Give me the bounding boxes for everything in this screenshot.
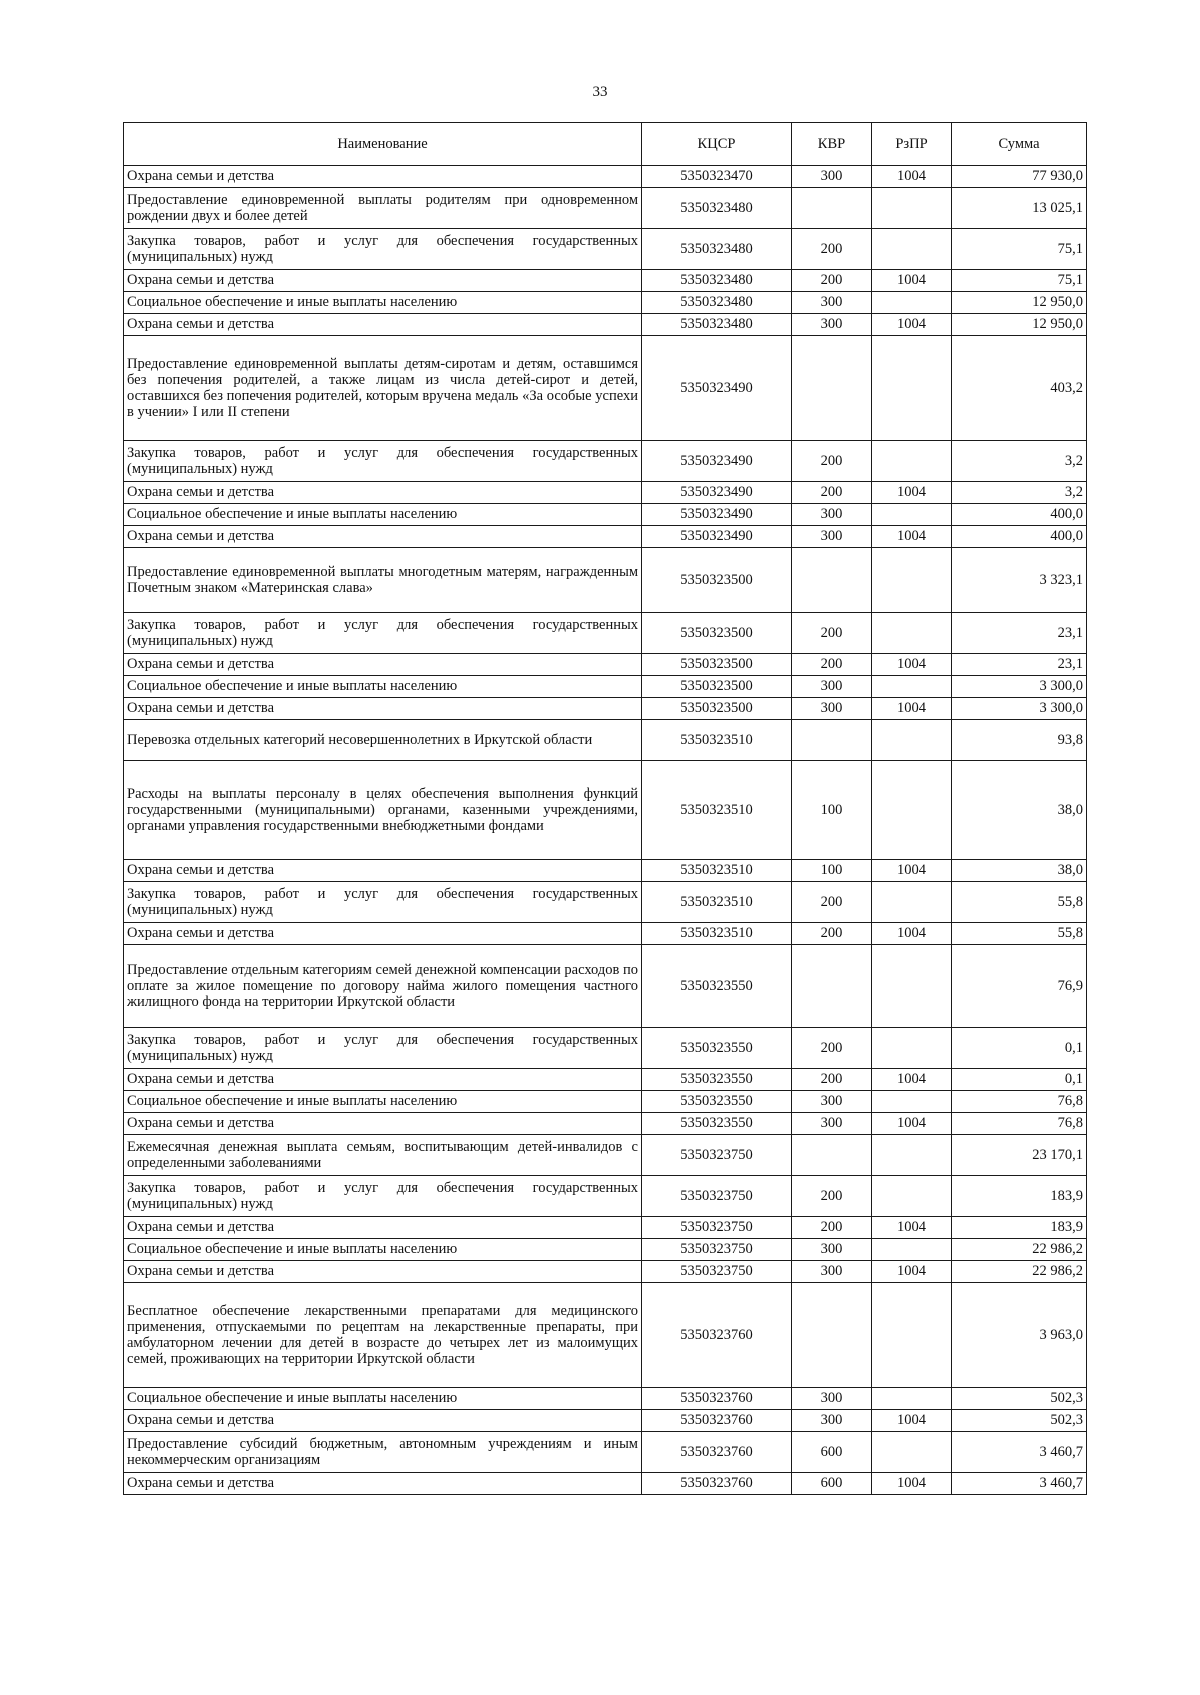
table-row	[124, 1176, 1087, 1217]
table-row	[124, 166, 1087, 188]
cell-name: Перевозка отдельных категорий несовершеннолетних в Иркутской области	[124, 720, 642, 761]
budget-table	[123, 122, 1087, 1495]
cell-kcsr: 5350323550	[642, 1113, 792, 1135]
cell-rzpr: 1004	[872, 860, 952, 882]
cell-sum: 12 950,0	[952, 314, 1087, 336]
table-row	[124, 270, 1087, 292]
cell-name: Охрана семьи и детства	[124, 923, 642, 945]
cell-sum: 23 170,1	[952, 1135, 1087, 1176]
cell-name: Охрана семьи и детства	[124, 1069, 642, 1091]
table-row	[124, 292, 1087, 314]
cell-name: Предоставление единовременной выплаты детям-сиротам и детям, оставшимся без попечения родителей, а также лицам из числа детей-сирот и детей, оставшихся без попечения родителей, которым вручена медаль «За особые успехи в учении» I или II степени	[124, 336, 642, 441]
cell-sum: 502,3	[952, 1388, 1087, 1410]
cell-rzpr	[872, 613, 952, 654]
cell-kcsr: 5350323750	[642, 1261, 792, 1283]
cell-rzpr	[872, 336, 952, 441]
cell-rzpr: 1004	[872, 1113, 952, 1135]
table-row	[124, 526, 1087, 548]
cell-kvr: 300	[792, 314, 872, 336]
cell-rzpr	[872, 761, 952, 860]
cell-name: Закупка товаров, работ и услуг для обеспечения государственных (муниципальных) нужд	[124, 1176, 642, 1217]
cell-rzpr: 1004	[872, 654, 952, 676]
cell-sum: 3,2	[952, 441, 1087, 482]
cell-rzpr: 1004	[872, 166, 952, 188]
cell-rzpr	[872, 945, 952, 1028]
table-row	[124, 482, 1087, 504]
cell-rzpr	[872, 548, 952, 613]
table-body	[124, 166, 1087, 1495]
cell-sum: 3 300,0	[952, 676, 1087, 698]
cell-kvr: 200	[792, 882, 872, 923]
cell-kcsr: 5350323760	[642, 1473, 792, 1495]
cell-name: Охрана семьи и детства	[124, 482, 642, 504]
cell-rzpr	[872, 1239, 952, 1261]
cell-sum: 76,8	[952, 1091, 1087, 1113]
cell-kcsr: 5350323500	[642, 698, 792, 720]
cell-kcsr: 5350323510	[642, 720, 792, 761]
cell-sum: 3 300,0	[952, 698, 1087, 720]
cell-kcsr: 5350323500	[642, 676, 792, 698]
table-header-row	[124, 123, 1087, 166]
cell-rzpr	[872, 1388, 952, 1410]
cell-name: Социальное обеспечение и иные выплаты населению	[124, 1388, 642, 1410]
cell-sum: 502,3	[952, 1410, 1087, 1432]
cell-sum: 55,8	[952, 923, 1087, 945]
cell-rzpr: 1004	[872, 1410, 952, 1432]
cell-kvr: 300	[792, 504, 872, 526]
cell-kcsr: 5350323510	[642, 761, 792, 860]
table-row	[124, 1410, 1087, 1432]
cell-kcsr: 5350323550	[642, 945, 792, 1028]
cell-sum: 3 323,1	[952, 548, 1087, 613]
cell-sum: 183,9	[952, 1217, 1087, 1239]
cell-rzpr: 1004	[872, 1217, 952, 1239]
table-row	[124, 1261, 1087, 1283]
cell-rzpr	[872, 1028, 952, 1069]
cell-kvr: 200	[792, 441, 872, 482]
cell-rzpr	[872, 504, 952, 526]
table-row	[124, 1283, 1087, 1388]
cell-kvr	[792, 1135, 872, 1176]
table-row	[124, 229, 1087, 270]
cell-kvr: 300	[792, 1261, 872, 1283]
cell-rzpr: 1004	[872, 270, 952, 292]
cell-sum: 38,0	[952, 860, 1087, 882]
cell-kvr: 300	[792, 1410, 872, 1432]
table-row	[124, 654, 1087, 676]
cell-sum: 400,0	[952, 504, 1087, 526]
cell-kcsr: 5350323500	[642, 613, 792, 654]
cell-kcsr: 5350323760	[642, 1432, 792, 1473]
cell-kcsr: 5350323500	[642, 548, 792, 613]
table-row	[124, 1028, 1087, 1069]
cell-kcsr: 5350323490	[642, 441, 792, 482]
cell-kvr: 100	[792, 761, 872, 860]
cell-rzpr	[872, 441, 952, 482]
cell-sum: 12 950,0	[952, 292, 1087, 314]
table-row	[124, 698, 1087, 720]
cell-kcsr: 5350323550	[642, 1028, 792, 1069]
cell-kvr: 100	[792, 860, 872, 882]
cell-sum: 22 986,2	[952, 1239, 1087, 1261]
cell-sum: 23,1	[952, 654, 1087, 676]
table-row	[124, 188, 1087, 229]
cell-name: Охрана семьи и детства	[124, 1261, 642, 1283]
cell-rzpr: 1004	[872, 1069, 952, 1091]
cell-kvr: 300	[792, 1091, 872, 1113]
cell-kcsr: 5350323500	[642, 654, 792, 676]
cell-kvr: 200	[792, 229, 872, 270]
cell-name: Охрана семьи и детства	[124, 1410, 642, 1432]
header-sum: Сумма	[952, 123, 1087, 166]
cell-sum: 76,9	[952, 945, 1087, 1028]
header-rzpr: РзПР	[872, 123, 952, 166]
cell-name: Закупка товаров, работ и услуг для обеспечения государственных (муниципальных) нужд	[124, 613, 642, 654]
cell-kvr: 600	[792, 1432, 872, 1473]
cell-kvr	[792, 720, 872, 761]
cell-name: Социальное обеспечение и иные выплаты населению	[124, 292, 642, 314]
cell-rzpr	[872, 229, 952, 270]
cell-kvr: 300	[792, 1113, 872, 1135]
cell-name: Охрана семьи и детства	[124, 526, 642, 548]
cell-rzpr	[872, 1135, 952, 1176]
cell-name: Предоставление субсидий бюджетным, автономным учреждениям и иным некоммерческим организациям	[124, 1432, 642, 1473]
cell-rzpr: 1004	[872, 923, 952, 945]
cell-kvr: 300	[792, 166, 872, 188]
table-row	[124, 676, 1087, 698]
cell-name: Предоставление единовременной выплаты многодетным матерям, награжденным Почетным знаком «Материнская слава»	[124, 548, 642, 613]
cell-kvr: 200	[792, 270, 872, 292]
cell-name: Охрана семьи и детства	[124, 166, 642, 188]
cell-kcsr: 5350323480	[642, 270, 792, 292]
cell-kcsr: 5350323550	[642, 1091, 792, 1113]
header-kcsr: КЦСР	[642, 123, 792, 166]
cell-sum: 183,9	[952, 1176, 1087, 1217]
cell-rzpr: 1004	[872, 1473, 952, 1495]
cell-kvr: 200	[792, 923, 872, 945]
cell-name: Предоставление отдельным категориям семей денежной компенсации расходов по оплате за жилое помещение по договору найма жилого помещения частного жилищного фонда на территории Иркутской области	[124, 945, 642, 1028]
cell-kcsr: 5350323470	[642, 166, 792, 188]
cell-rzpr	[872, 1091, 952, 1113]
cell-kvr: 200	[792, 1069, 872, 1091]
cell-kcsr: 5350323490	[642, 526, 792, 548]
table-row	[124, 720, 1087, 761]
cell-kvr: 300	[792, 676, 872, 698]
table-row	[124, 923, 1087, 945]
cell-sum: 3,2	[952, 482, 1087, 504]
cell-sum: 13 025,1	[952, 188, 1087, 229]
cell-sum: 38,0	[952, 761, 1087, 860]
table-row	[124, 1091, 1087, 1113]
cell-sum: 75,1	[952, 229, 1087, 270]
cell-rzpr: 1004	[872, 526, 952, 548]
cell-sum: 77 930,0	[952, 166, 1087, 188]
cell-name: Расходы на выплаты персоналу в целях обеспечения выполнения функций государственными (муниципальными) органами, казенными учреждениями, органами управления государственными внебюджетными фондами	[124, 761, 642, 860]
cell-name: Социальное обеспечение и иные выплаты населению	[124, 1239, 642, 1261]
cell-name: Закупка товаров, работ и услуг для обеспечения государственных (муниципальных) нужд	[124, 1028, 642, 1069]
cell-sum: 3 963,0	[952, 1283, 1087, 1388]
cell-rzpr	[872, 676, 952, 698]
cell-kcsr: 5350323490	[642, 504, 792, 526]
cell-sum: 403,2	[952, 336, 1087, 441]
table-row	[124, 1069, 1087, 1091]
cell-rzpr	[872, 720, 952, 761]
cell-rzpr: 1004	[872, 1261, 952, 1283]
page-number: 33	[592, 84, 608, 100]
cell-kcsr: 5350323490	[642, 482, 792, 504]
cell-name: Охрана семьи и детства	[124, 270, 642, 292]
cell-name: Закупка товаров, работ и услуг для обеспечения государственных (муниципальных) нужд	[124, 229, 642, 270]
table-row	[124, 1432, 1087, 1473]
table-row	[124, 1388, 1087, 1410]
header-name: Наименование	[124, 123, 642, 166]
table-row	[124, 1473, 1087, 1495]
cell-kcsr: 5350323760	[642, 1283, 792, 1388]
cell-kcsr: 5350323750	[642, 1217, 792, 1239]
cell-name: Закупка товаров, работ и услуг для обеспечения государственных (муниципальных) нужд	[124, 441, 642, 482]
cell-kcsr: 5350323760	[642, 1410, 792, 1432]
cell-kcsr: 5350323760	[642, 1388, 792, 1410]
cell-rzpr: 1004	[872, 482, 952, 504]
cell-rzpr	[872, 1283, 952, 1388]
cell-kvr	[792, 548, 872, 613]
cell-kvr: 200	[792, 1028, 872, 1069]
cell-name: Охрана семьи и детства	[124, 1217, 642, 1239]
cell-name: Закупка товаров, работ и услуг для обеспечения государственных (муниципальных) нужд	[124, 882, 642, 923]
cell-sum: 0,1	[952, 1069, 1087, 1091]
table-row	[124, 761, 1087, 860]
cell-name: Социальное обеспечение и иные выплаты населению	[124, 676, 642, 698]
table-row	[124, 441, 1087, 482]
cell-rzpr	[872, 292, 952, 314]
cell-name: Охрана семьи и детства	[124, 698, 642, 720]
table-row	[124, 945, 1087, 1028]
cell-name: Охрана семьи и детства	[124, 314, 642, 336]
cell-kvr: 200	[792, 613, 872, 654]
cell-kvr: 300	[792, 526, 872, 548]
cell-kvr: 200	[792, 1217, 872, 1239]
cell-name: Предоставление единовременной выплаты родителям при одновременном рождении двух и более детей	[124, 188, 642, 229]
table-row	[124, 1135, 1087, 1176]
table-row	[124, 1217, 1087, 1239]
table-row	[124, 882, 1087, 923]
cell-sum: 23,1	[952, 613, 1087, 654]
cell-sum: 400,0	[952, 526, 1087, 548]
cell-name: Бесплатное обеспечение лекарственными препаратами для медицинского применения, отпускаемыми по рецептам на лекарственные препараты, при амбулаторном лечении для детей в возрасте до четырех лет из малоимущих семей, проживающих на территории Иркутской области	[124, 1283, 642, 1388]
cell-kvr: 200	[792, 482, 872, 504]
table-row	[124, 860, 1087, 882]
cell-name: Ежемесячная денежная выплата семьям, воспитывающим детей-инвалидов с определенными заболеваниями	[124, 1135, 642, 1176]
cell-kcsr: 5350323550	[642, 1069, 792, 1091]
table-row	[124, 336, 1087, 441]
cell-kvr	[792, 1283, 872, 1388]
cell-sum: 0,1	[952, 1028, 1087, 1069]
cell-rzpr	[872, 1432, 952, 1473]
cell-rzpr: 1004	[872, 698, 952, 720]
cell-kcsr: 5350323480	[642, 292, 792, 314]
table-row	[124, 1239, 1087, 1261]
cell-kvr: 300	[792, 1239, 872, 1261]
cell-name: Социальное обеспечение и иные выплаты населению	[124, 1091, 642, 1113]
table-row	[124, 548, 1087, 613]
cell-kvr	[792, 945, 872, 1028]
cell-name: Охрана семьи и детства	[124, 1113, 642, 1135]
cell-sum: 3 460,7	[952, 1432, 1087, 1473]
cell-kcsr: 5350323480	[642, 314, 792, 336]
cell-kvr	[792, 336, 872, 441]
cell-kvr: 600	[792, 1473, 872, 1495]
cell-kvr: 200	[792, 654, 872, 676]
cell-kvr: 300	[792, 292, 872, 314]
cell-sum: 93,8	[952, 720, 1087, 761]
cell-sum: 22 986,2	[952, 1261, 1087, 1283]
header-kvr: КВР	[792, 123, 872, 166]
cell-rzpr	[872, 188, 952, 229]
table-row	[124, 504, 1087, 526]
table-row	[124, 1113, 1087, 1135]
cell-kvr: 300	[792, 698, 872, 720]
cell-rzpr	[872, 1176, 952, 1217]
table-row	[124, 613, 1087, 654]
cell-kcsr: 5350323480	[642, 229, 792, 270]
cell-name: Охрана семьи и детства	[124, 860, 642, 882]
cell-kcsr: 5350323510	[642, 860, 792, 882]
cell-name: Охрана семьи и детства	[124, 1473, 642, 1495]
cell-sum: 3 460,7	[952, 1473, 1087, 1495]
table-row	[124, 314, 1087, 336]
cell-kvr	[792, 188, 872, 229]
cell-sum: 75,1	[952, 270, 1087, 292]
cell-name: Социальное обеспечение и иные выплаты населению	[124, 504, 642, 526]
cell-kvr: 200	[792, 1176, 872, 1217]
cell-sum: 76,8	[952, 1113, 1087, 1135]
cell-kvr: 300	[792, 1388, 872, 1410]
cell-rzpr: 1004	[872, 314, 952, 336]
cell-kcsr: 5350323750	[642, 1135, 792, 1176]
cell-name: Охрана семьи и детства	[124, 654, 642, 676]
cell-kcsr: 5350323510	[642, 882, 792, 923]
cell-kcsr: 5350323490	[642, 336, 792, 441]
cell-rzpr	[872, 882, 952, 923]
cell-kcsr: 5350323750	[642, 1176, 792, 1217]
cell-kcsr: 5350323750	[642, 1239, 792, 1261]
cell-kcsr: 5350323510	[642, 923, 792, 945]
cell-sum: 55,8	[952, 882, 1087, 923]
cell-kcsr: 5350323480	[642, 188, 792, 229]
